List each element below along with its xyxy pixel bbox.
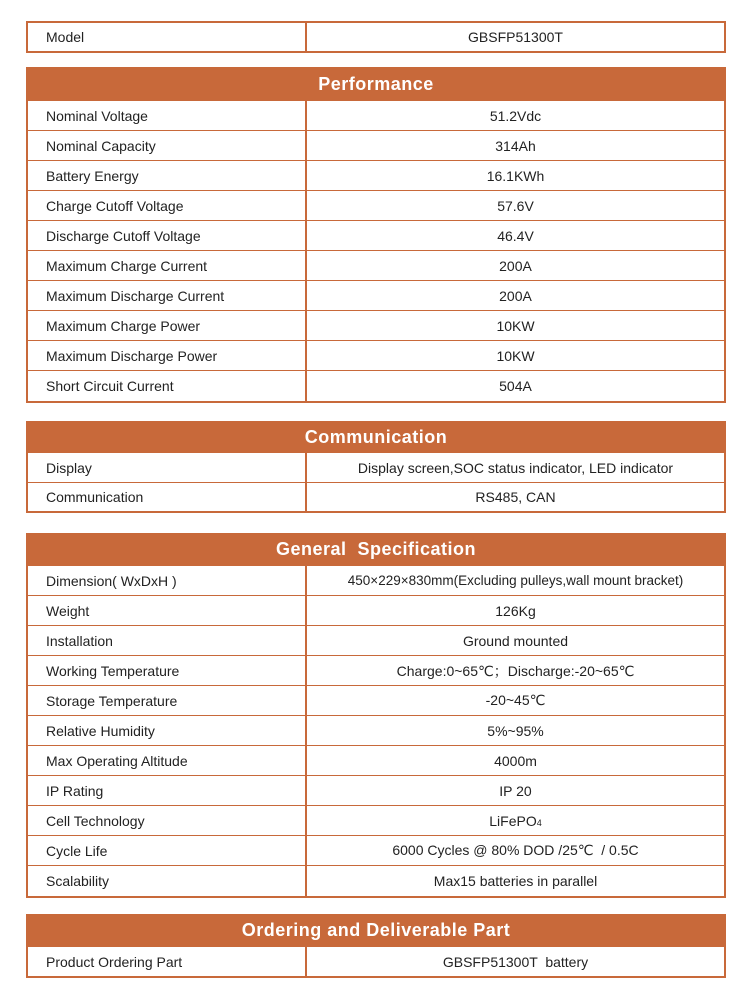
table-row (28, 626, 724, 656)
row-label: Weight (28, 596, 307, 625)
table-row (28, 371, 724, 401)
table-row (28, 251, 724, 281)
row-label: Discharge Cutoff Voltage (28, 221, 307, 250)
model-row (28, 23, 724, 51)
cell-technology-subscript: 4 (536, 817, 542, 828)
model-label: Model (28, 23, 307, 51)
row-label: Scalability (28, 866, 307, 896)
table-row (28, 806, 724, 836)
row-label: Maximum Discharge Current (28, 281, 307, 310)
table-row (28, 836, 724, 866)
table-row (28, 596, 724, 626)
row-label: Relative Humidity (28, 716, 307, 745)
row-value: 126Kg (495, 602, 536, 619)
table-row (28, 221, 724, 251)
table-row (28, 311, 724, 341)
row-label: Maximum Discharge Power (28, 341, 307, 370)
row-value: 200A (499, 287, 532, 304)
performance-table (26, 67, 726, 403)
row-value: 16.1KWh (486, 167, 545, 184)
row-value: IP 20 (499, 782, 532, 799)
model-value: GBSFP51300T (468, 29, 563, 45)
row-label: Maximum Charge Current (28, 251, 307, 280)
row-value: 314Ah (495, 137, 536, 154)
row-label: Battery Energy (28, 161, 307, 190)
row-label: Display (28, 453, 307, 482)
row-label: Cycle Life (28, 836, 307, 865)
row-value: 5%~95% (487, 722, 544, 739)
table-row (28, 101, 724, 131)
table-row (28, 281, 724, 311)
row-label: Dimension( WxDxH ) (28, 566, 307, 595)
table-row (28, 161, 724, 191)
communication-table (26, 421, 726, 513)
table-row (28, 716, 724, 746)
cell-technology-value: LiFePO (489, 812, 537, 829)
row-label: Communication (28, 483, 307, 511)
ordering-header: Ordering and Deliverable Part (28, 916, 724, 947)
table-row (28, 776, 724, 806)
row-label: Charge Cutoff Voltage (28, 191, 307, 220)
row-label: IP Rating (28, 776, 307, 805)
row-label: Nominal Voltage (28, 101, 307, 130)
row-label: Nominal Capacity (28, 131, 307, 160)
row-value: Max15 batteries in parallel (433, 873, 598, 889)
row-label: Short Circuit Current (28, 371, 307, 401)
row-label: Storage Temperature (28, 686, 307, 715)
general-spec-header: General Specification (28, 535, 724, 566)
row-label: Product Ordering Part (28, 947, 307, 976)
row-value: 51.2Vdc (489, 107, 542, 124)
row-value: 200A (499, 257, 532, 274)
row-value: Ground mounted (462, 632, 569, 649)
row-value: 450×229×830mm(Excluding pulleys,wall mount bracket) (347, 573, 684, 588)
row-value: Display screen,SOC status indicator, LED indicator (357, 459, 674, 476)
row-value: 10KW (496, 347, 535, 364)
row-value: RS485, CAN (475, 489, 556, 505)
table-row (28, 746, 724, 776)
row-value: Charge:0~65℃；Discharge:-20~65℃ (396, 662, 635, 679)
table-row (28, 566, 724, 596)
table-row (28, 947, 724, 976)
row-label: Maximum Charge Power (28, 311, 307, 340)
row-value: 46.4V (497, 227, 534, 244)
general-spec-table (26, 533, 726, 898)
row-value: 504A (499, 378, 532, 394)
row-label: Cell Technology (28, 806, 307, 835)
row-label: Working Temperature (28, 656, 307, 685)
row-value: GBSFP51300T battery (442, 953, 589, 970)
table-row (28, 131, 724, 161)
model-table (26, 21, 726, 53)
row-value: -20~45℃ (485, 692, 546, 708)
performance-header: Performance (28, 69, 724, 101)
row-value (307, 806, 724, 835)
table-row (28, 191, 724, 221)
table-row (28, 341, 724, 371)
row-value: 10KW (496, 317, 535, 334)
row-value: 57.6V (497, 197, 534, 214)
row-value: 6000 Cycles @ 80% DOD /25℃ / 0.5C (392, 842, 639, 858)
table-row (28, 866, 724, 896)
table-row (28, 686, 724, 716)
table-row (28, 453, 724, 483)
communication-header: Communication (28, 423, 724, 453)
table-row (28, 483, 724, 511)
row-value: 4000m (494, 752, 537, 769)
row-label: Installation (28, 626, 307, 655)
table-row (28, 656, 724, 686)
row-label: Max Operating Altitude (28, 746, 307, 775)
ordering-table (26, 914, 726, 978)
